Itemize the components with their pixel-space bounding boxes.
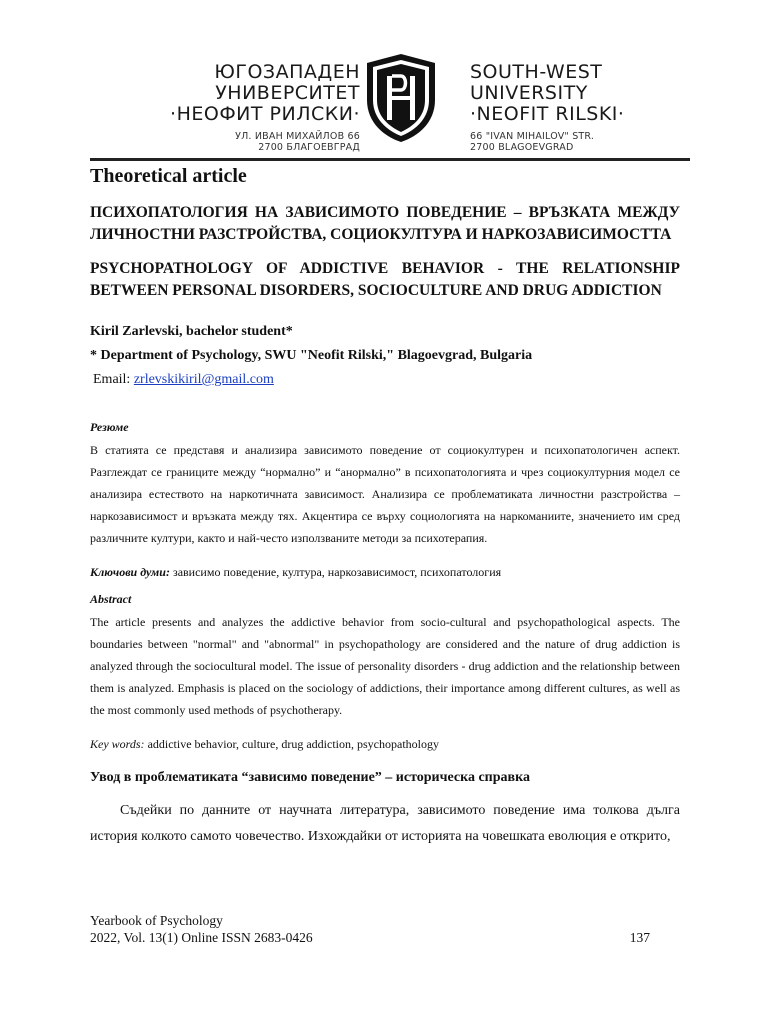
intro-paragraph: Съдейки по данните от научната литература, зависимото поведение има толкова дълга история колкото самото човечество. Изхождайки от историята на човешката еволюция е открито, [90,803,680,844]
keywords-en [90,737,680,752]
article-type-label: Theoretical article [90,165,247,187]
keywords-en-label: Key words: [90,737,145,751]
bg-address-line-2: 2700 БЛАГОЕВГРАД [258,142,360,153]
abstract-bg-text: В статията се представя и анализира зависимото поведение от социокултурен и психопатологичен аспект. Разглеждат се границите между “нормално” и “анормално” в психопатологията и чрез социокултурния модел се анализира естеството на наркотичната зависимост. Анализира се проблематиката личностни разстройства – наркозависимост и връзката между тях. Акцентира се върху социологията на наркоманиите, значението им сред различните култури, както и най-често използваните методи за психотерапия. [90,443,680,545]
bg-address-line-1: УЛ. ИВАН МИХАЙЛОВ 66 [235,131,360,142]
article-body [90,165,680,850]
university-header [90,40,690,165]
en-address-line-1: 66 "IVAN MIHAILOV" STR. [470,131,595,142]
header-divider [90,158,690,161]
keywords-bg-label: Ключови думи: [90,565,170,579]
en-university-name-line-2: UNIVERSITY [470,82,588,104]
intro-heading: Увод в проблематиката “зависимо поведение” – историческа справка [90,770,530,785]
bg-university-name-line-3: ·НЕОФИТ РИЛСКИ· [170,103,360,125]
page-number: 137 [629,930,650,945]
page-footer [90,912,650,946]
university-logo-icon [365,52,437,144]
en-address [470,131,624,153]
author-name: Kiril Zarlevski, bachelor student* [90,324,293,339]
keywords-en-values: addictive behavior, culture, drug addiction, psychopathology [144,737,440,751]
en-university-name-line-3: ·NEOFIT RILSKI· [470,103,625,125]
footer-issue-info: 2022, Vol. 13(1) Online ISSN 2683-0426 [90,930,313,945]
en-university-name-line-1: SOUTH-WEST [470,61,603,83]
email-label: Email: [93,372,131,387]
keywords-bg-values: зависимо поведение, култура, наркозависимост, психопатология [169,565,502,579]
footer-journal-name: Yearbook of Psychology [90,913,223,928]
article-title-en: PSYCHOPATHOLOGY OF ADDICTIVE BEHAVIOR - THE RELATIONSHIP BETWEEN PERSONAL DISORDERS, SOCIOCULTURE AND DRUG ADDICTION [90,260,680,299]
header-en-block [470,62,624,153]
email-link[interactable]: zrlevskikiril@gmail.com [133,372,274,387]
author-email-line [93,372,680,388]
bg-address [170,131,360,153]
author-affiliation: * Department of Psychology, SWU "Neofit Rilski," Blagoevgrad, Bulgaria [90,348,533,363]
article-title-bg: ПСИХОПАТОЛОГИЯ НА ЗАВИСИМОТО ПОВЕДЕНИЕ – ВРЪЗКАТА МЕЖДУ ЛИЧНОСТНИ РАЗСТРОЙСТВА, СОЦИОКУЛТУРА И НАРКОЗАВИСИМОСТТА [90,204,680,243]
header-bg-block [170,62,360,153]
abstract-bg-heading: Резюме [90,420,129,434]
abstract-en-heading: Abstract [90,592,132,606]
bg-university-name-line-1: ЮГОЗАПАДЕН [214,61,360,83]
en-address-line-2: 2700 BLAGOEVGRAD [470,142,574,153]
keywords-bg [90,565,680,580]
abstract-en-text: The article presents and analyzes the addictive behavior from socio-cultural and psychopathological aspects. The boundaries between "normal" and "abnormal" in psychopathology are considered and the nature of drug addiction is analyzed through the sociocultural model. The issue of personality disorders - drug addiction and the relationship between them is analyzed. Emphasis is placed on the sociology of addictions, their importance among different cultures, as well as the most commonly used methods of psychotherapy. [90,615,680,717]
bg-university-name-line-2: УНИВЕРСИТЕТ [215,82,360,104]
